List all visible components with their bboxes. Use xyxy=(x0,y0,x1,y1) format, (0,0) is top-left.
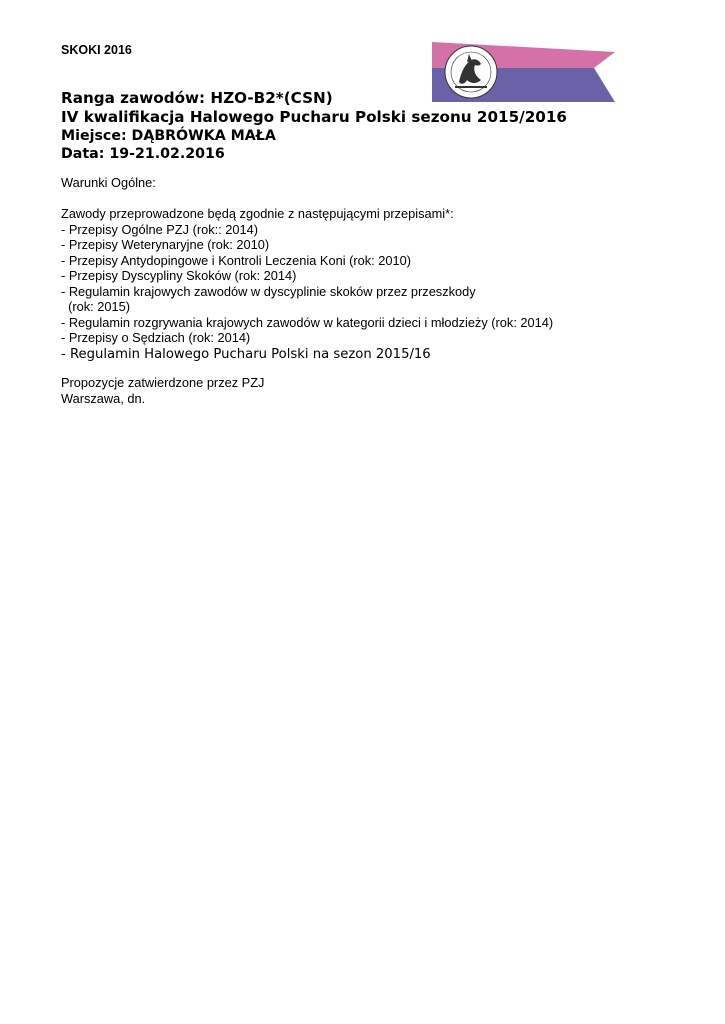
rule-item-continuation: (rok: 2015) xyxy=(61,299,130,314)
approval-block xyxy=(61,375,264,406)
event-title: IV kwalifikacja Halowego Pucharu Polski sezonu 2015/2016 xyxy=(61,108,567,126)
event-place: Miejsce: DĄBRÓWKA MAŁA xyxy=(61,128,276,144)
rule-item: - Przepisy Weterynaryjne (rok: 2010) xyxy=(61,237,270,252)
general-conditions-label: Warunki Ogólne: xyxy=(61,175,156,190)
event-date: Data: 19-21.02.2016 xyxy=(61,146,225,162)
approval-line: Propozycje zatwierdzone przez PZJ xyxy=(61,375,265,390)
approval-place-date: Warszawa, dn. xyxy=(61,390,146,406)
rule-item: - Przepisy Antydopingowe i Kontroli Leczenia Koni (rok: 2010) xyxy=(61,252,411,268)
heading-block xyxy=(61,89,567,163)
competition-rank: Ranga zawodów: HZO-B2*(CSN) xyxy=(61,89,333,107)
rule-item: - Przepisy Ogólne PZJ (rok:: 2014) xyxy=(61,221,259,237)
rule-item: - Przepisy o Sędziach (rok: 2014) xyxy=(61,330,251,345)
rule-item: - Przepisy Dyscypliny Skoków (rok: 2014) xyxy=(61,268,297,283)
rule-item: - Regulamin Halowego Pucharu Polski na sezon 2015/16 xyxy=(61,346,431,362)
document-tag: SKOKI 2016 xyxy=(61,43,132,57)
rules-list xyxy=(61,206,553,364)
rule-item: - Regulamin krajowych zawodów w dyscyplinie skoków przez przeszkody xyxy=(61,283,476,299)
rules-intro: Zawody przeprowadzone będą zgodnie z następującymi przepisami*: xyxy=(61,206,454,221)
rule-item: - Regulamin rozgrywania krajowych zawodów w kategorii dzieci i młodzieży (rok: 2014) xyxy=(61,314,554,330)
